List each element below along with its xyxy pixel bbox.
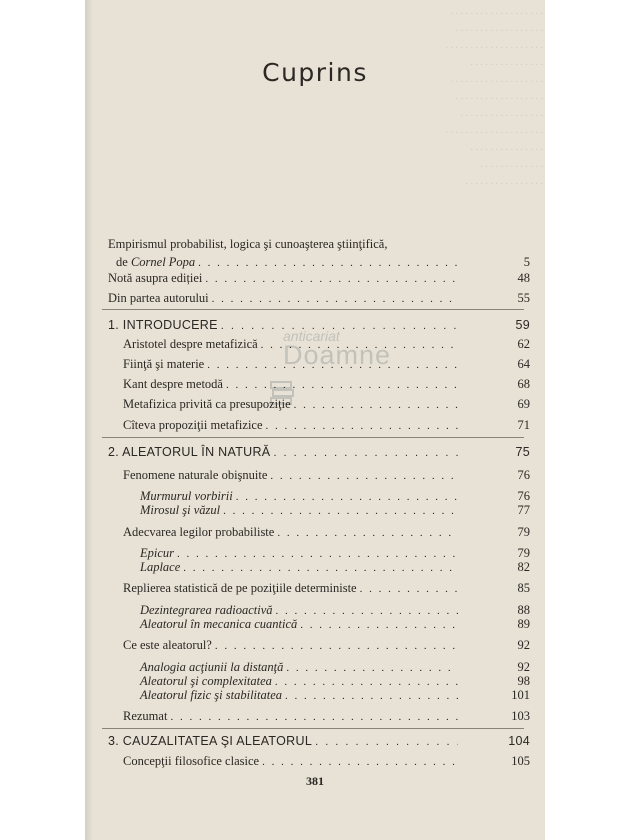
toc-chapter-3: 3. CAUZALITATEA ŞI ALEATORUL . . . 104: [108, 734, 461, 749]
page-number: 79: [517, 546, 530, 560]
toc-entry: Metafizica privită ca presupoziţie . . . 69: [123, 397, 461, 412]
leader-dots: [215, 639, 458, 653]
page-number: 71: [517, 418, 530, 432]
leader-dots: [170, 710, 458, 724]
page-number: 88: [517, 603, 530, 617]
leader-dots: [212, 292, 458, 306]
page-title: Cuprins: [262, 58, 368, 87]
leader-dots: [177, 547, 458, 561]
table-of-contents: [85, 0, 545, 840]
toc-entry: Fiinţă şi materie . . . 64: [123, 357, 461, 372]
toc-chapter-2: 2. ALEATORUL ÎN NATURĂ . . . 75: [108, 445, 461, 460]
show-through-text: . . . . . . . . . . . . . . . . . . . . . . . . . . . . . . . . . . . . . . . . . . . . . . . . . . . . . . . . . . . . . . . . . . . . . . . . . . . . . . . . . . . . . . . . . . . . . . . . . . . . . . . . . . . . . . . . . . . . . . . . . . . . . . . . . . . . . . . . . . . . . . . . . . . . . . . . . . . . . . . . . . . . . . . . . . . . . . . . . . . . . . . . . . . . . .: [445, 6, 543, 187]
book-page: [85, 0, 545, 840]
section-divider: [102, 728, 524, 729]
toc-subentry: Murmurul vorbirii . . . 76: [140, 489, 461, 504]
toc-subentry: Epicur . . . 79: [140, 546, 461, 561]
page-number: 98: [517, 674, 530, 688]
leader-dots: [273, 446, 458, 460]
page-number: 89: [517, 617, 530, 631]
toc-entry-intro-line1: Empirismul probabilist, logica şi cunoaşterea ştiinţifică,: [108, 237, 388, 251]
toc-subentry: Aleatorul în mecanica cuantică . . . 89: [140, 617, 461, 632]
page-number: 64: [517, 357, 530, 371]
page-number: 101: [511, 688, 530, 702]
toc-entry: Adecvarea legilor probabiliste . . . 79: [123, 525, 461, 540]
toc-entry: Cîteva propoziţii metafizice . . . 71: [123, 418, 461, 433]
page-number: 62: [517, 337, 530, 351]
watermark-main-text: Doamne: [283, 340, 392, 370]
toc-entry-intro: de Cornel Popa . . . 5: [116, 255, 461, 270]
section-divider: [102, 309, 524, 310]
leader-dots: [221, 319, 458, 333]
page-number: 76: [517, 468, 530, 482]
leader-dots: [294, 398, 458, 412]
toc-subentry: Aleatorul fizic şi stabilitatea . . . 101: [140, 688, 461, 703]
section-divider: [102, 437, 524, 438]
leader-dots: [300, 618, 458, 632]
page-number: 77: [517, 503, 530, 517]
page-number: 69: [517, 397, 530, 411]
toc-subentry: Mirosul şi văzul . . . 77: [140, 503, 461, 518]
leader-dots: [275, 675, 458, 689]
toc-entry: Concepţii filosofice clasice . . . 105: [123, 754, 461, 769]
page-number: 104: [508, 734, 530, 748]
page-number: 5: [523, 255, 530, 269]
watermark-top-text: anticariat: [283, 328, 340, 344]
intro-author: Cornel Popa: [130, 255, 196, 269]
leader-dots: [266, 419, 458, 433]
leader-dots: [262, 755, 458, 769]
page-number: 68: [517, 377, 530, 391]
page-number: 103: [511, 709, 530, 723]
leader-dots: [226, 378, 458, 392]
folio-page-number: 381: [306, 774, 324, 788]
page-number: 55: [517, 291, 530, 305]
page-number: 48: [517, 271, 530, 285]
toc-subentry: Analogia acţiunii la distanţă . . . 92: [140, 660, 461, 675]
leader-dots: [223, 504, 458, 518]
leader-dots: [236, 490, 458, 504]
leader-dots: [286, 661, 458, 675]
leader-dots: [360, 582, 458, 596]
toc-entry: Aristotel despre metafizică . . . 62: [123, 337, 461, 352]
leader-dots: [261, 338, 458, 352]
toc-subentry: Aleatorul şi complexitatea . . . 98: [140, 674, 461, 689]
page-number: 79: [517, 525, 530, 539]
page-number: 92: [517, 638, 530, 652]
page-number: 76: [517, 489, 530, 503]
toc-subentry: Dezintegrarea radioactivă . . . 88: [140, 603, 461, 618]
leader-dots: [276, 604, 458, 618]
leader-dots: [198, 256, 458, 270]
leader-dots: [270, 469, 458, 483]
toc-chapter-1: 1. INTRODUCERE . . . 59: [108, 318, 461, 333]
toc-entry: Fenomene naturale obişnuite . . . 76: [123, 468, 461, 483]
toc-entry: Replierea statistică de pe poziţiile deterministe . . . 85: [123, 581, 461, 596]
toc-entry-author-note: Din partea autorului . . . 55: [108, 291, 461, 306]
page-number: 75: [515, 445, 530, 459]
toc-subentry: Laplace . . . 82: [140, 560, 461, 575]
toc-entry: Ce este aleatorul? . . . 92: [123, 638, 461, 653]
leader-dots: [315, 735, 458, 749]
leader-dots: [183, 561, 458, 575]
page-number: 85: [517, 581, 530, 595]
leader-dots: [207, 358, 458, 372]
leader-dots: [205, 272, 458, 286]
leader-dots: [277, 526, 458, 540]
page-number: 92: [517, 660, 530, 674]
toc-entry-note: Notă asupra ediției . . . 48: [108, 271, 461, 286]
toc-entry: Kant despre metodă . . . 68: [123, 377, 461, 392]
toc-entry-summary: Rezumat . . . 103: [123, 709, 461, 724]
page-number: 82: [517, 560, 530, 574]
leader-dots: [285, 689, 458, 703]
page-number: 59: [515, 318, 530, 332]
page-number: 105: [511, 754, 530, 768]
